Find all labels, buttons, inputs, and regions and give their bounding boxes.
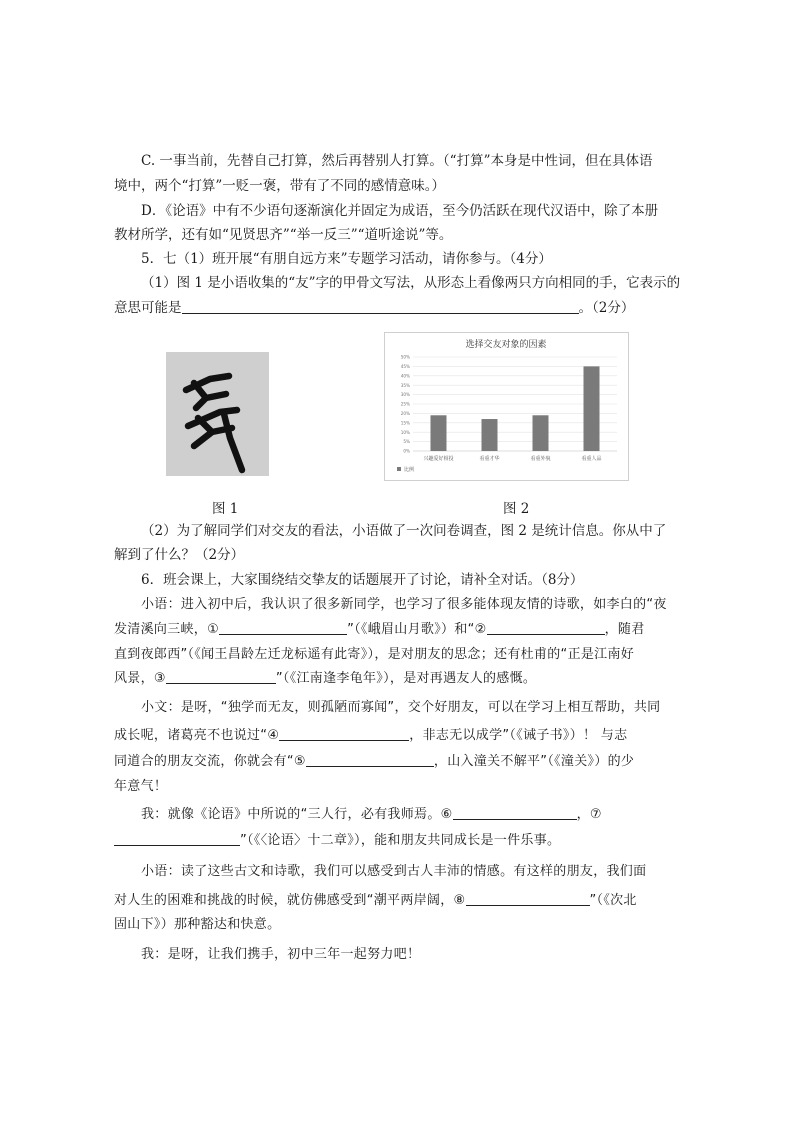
y-tick-label: 45% <box>400 364 410 369</box>
figure-2-caption: 图 2 <box>503 501 530 517</box>
y-tick-label: 25% <box>400 401 410 407</box>
answer-blank-1[interactable] <box>219 620 347 635</box>
question-5-1-line-1: （1）图 1 是小语收集的“友”字的甲骨文写法，从形态上看像两只方向相同的手，它表示的 <box>141 275 681 291</box>
xiaoyu-line-3: 直到夜郎西”（《闻王昌龄左迁龙标遥有此寄》），是对朋友的思念；还有杜甫的“正是江南好 <box>114 647 635 662</box>
y-tick-label: 20% <box>400 411 410 416</box>
xiaoyu2-line-2 <box>114 891 637 911</box>
text-seg: ，非志无以成学”（《诫子书》）！ 与志 <box>409 728 628 743</box>
bar-chart <box>385 333 628 480</box>
text-seg: 成长呢，诸葛亮不也说过“④ <box>114 728 280 743</box>
bar <box>482 419 498 451</box>
figure-1-image <box>166 352 269 476</box>
text-seg: 我：就像《论语》中所说的“三人行，必有我师焉。⑥ <box>141 807 453 822</box>
text-seg: ，⑦ <box>576 807 602 822</box>
question-5-1-line-2 <box>114 298 634 318</box>
answer-blank-3[interactable] <box>166 669 276 684</box>
xiaowen-line-3 <box>114 752 634 772</box>
y-tick-label: 35% <box>400 382 410 388</box>
question-5-1-suffix: 。（2分） <box>578 300 635 316</box>
answer-blank-8[interactable] <box>466 891 590 906</box>
figure-2-chart <box>384 332 629 481</box>
y-tick-label: 0% <box>403 448 410 454</box>
xiaowen-line-4: 年意气！ <box>114 779 168 794</box>
answer-blank-7[interactable] <box>114 831 240 846</box>
answer-blank-5-1[interactable] <box>182 299 579 314</box>
legend-label: 比例 <box>404 467 415 473</box>
option-d-line-2: 教材所学，还有如“见贤思齐”“举一反三”“道听途说”等。 <box>114 227 453 243</box>
y-tick-label: 10% <box>400 429 410 435</box>
text-seg: ”（《次北 <box>589 893 637 908</box>
answer-blank-6[interactable] <box>453 805 577 820</box>
bar <box>431 415 447 451</box>
question-5-1-prefix: 意思可能是 <box>114 300 182 316</box>
text-seg: 对人生的困难和挑战的时候，就仿佛感受到“潮平两岸阔，⑧ <box>114 893 466 908</box>
text-seg: ”（《〈论语〉十二章》），能和朋友共同成长是一件乐事。 <box>240 833 561 848</box>
y-tick-label: 50% <box>400 354 410 360</box>
xiaowen-line-1: 小文：是呀，“独学而无友，则孤陋而寡闻”，交个好朋友，可以在学习上相互帮助，共同 <box>141 700 661 715</box>
xiaoyu-line-4 <box>114 669 536 689</box>
question-6-heading: 6．班会课上，大家围绕结交挚友的话题展开了讨论，请补全对话。（8分） <box>141 572 584 588</box>
legend-swatch <box>397 467 401 471</box>
x-tick-label: 看重人品 <box>581 456 602 462</box>
answer-blank-4[interactable] <box>279 726 409 741</box>
text-seg: ”（《江南逢李龟年》），是对再遇友人的感慨。 <box>275 671 537 686</box>
question-5-2-line-1: （2）为了解同学们对交友的看法，小语做了一次问卷调查，图 2 是统计信息。你从中了 <box>141 523 667 539</box>
text-seg: 同道合的朋友交流，你就会有“⑤ <box>114 754 306 769</box>
figure-1-caption: 图 1 <box>212 501 239 517</box>
oracle-bone-you-character-icon <box>166 352 269 476</box>
chart-title: 选择交友对象的因素 <box>465 340 547 350</box>
xiaoyu2-line-1: 小语：读了这些古文和诗歌，我们可以感受到古人丰沛的情感。有这样的朋友，我们面 <box>141 864 647 879</box>
option-c-line-1: C. 一事当前，先替自己打算，然后再替别人打算。（“打算”本身是中性词，但在具体语 <box>141 153 653 169</box>
me-line-1 <box>141 805 602 825</box>
text-seg: ，山入潼关不解平”（《潼关》）的少 <box>433 754 635 769</box>
y-tick-label: 40% <box>400 373 410 379</box>
text-seg: ”（《峨眉山月歌》）和“② <box>347 622 487 637</box>
bar <box>533 415 549 451</box>
text-seg: 风景，③ <box>114 671 166 686</box>
y-tick-label: 30% <box>400 392 410 398</box>
option-c-line-2: 境中，两个“打算”一贬一褒，带有了不同的感情意味。） <box>114 178 446 194</box>
xiaoyu2-line-3: 固山下》）那种豁达和快意。 <box>114 917 281 932</box>
question-5-heading: 5．七（1）班开展“有朋自远方来”专题学习活动，请你参与。（4分） <box>141 251 552 267</box>
x-tick-label: 看重才华 <box>479 456 500 462</box>
y-tick-label: 15% <box>400 420 410 426</box>
x-tick-label: 兴趣爱好相投 <box>423 456 454 462</box>
xiaoyu-line-1: 小语：进入初中后，我认识了很多新同学，也学习了很多能体现友情的诗歌，如李白的“夜 <box>141 597 667 612</box>
question-5-2-line-2: 解到了什么？（2分） <box>114 547 245 563</box>
bar <box>584 366 600 451</box>
x-tick-label: 看重外貌 <box>530 456 551 462</box>
answer-blank-5[interactable] <box>306 752 434 767</box>
me-line-2 <box>114 831 560 851</box>
xiaoyu-line-2 <box>114 620 645 640</box>
me2-line-1: 我：是呀，让我们携手，初中三年一起努力吧！ <box>141 947 421 962</box>
xiaowen-line-2 <box>114 726 627 746</box>
answer-blank-2[interactable] <box>487 620 605 635</box>
y-tick-label: 5% <box>403 439 410 445</box>
option-d-line-1: D．《论语》中有不少语句逐渐演化并固定为成语，至今仍活跃在现代汉语中，除了本册 <box>141 203 659 219</box>
text-seg: 发清溪向三峡，① <box>114 622 220 637</box>
text-seg: ，随君 <box>604 622 645 637</box>
